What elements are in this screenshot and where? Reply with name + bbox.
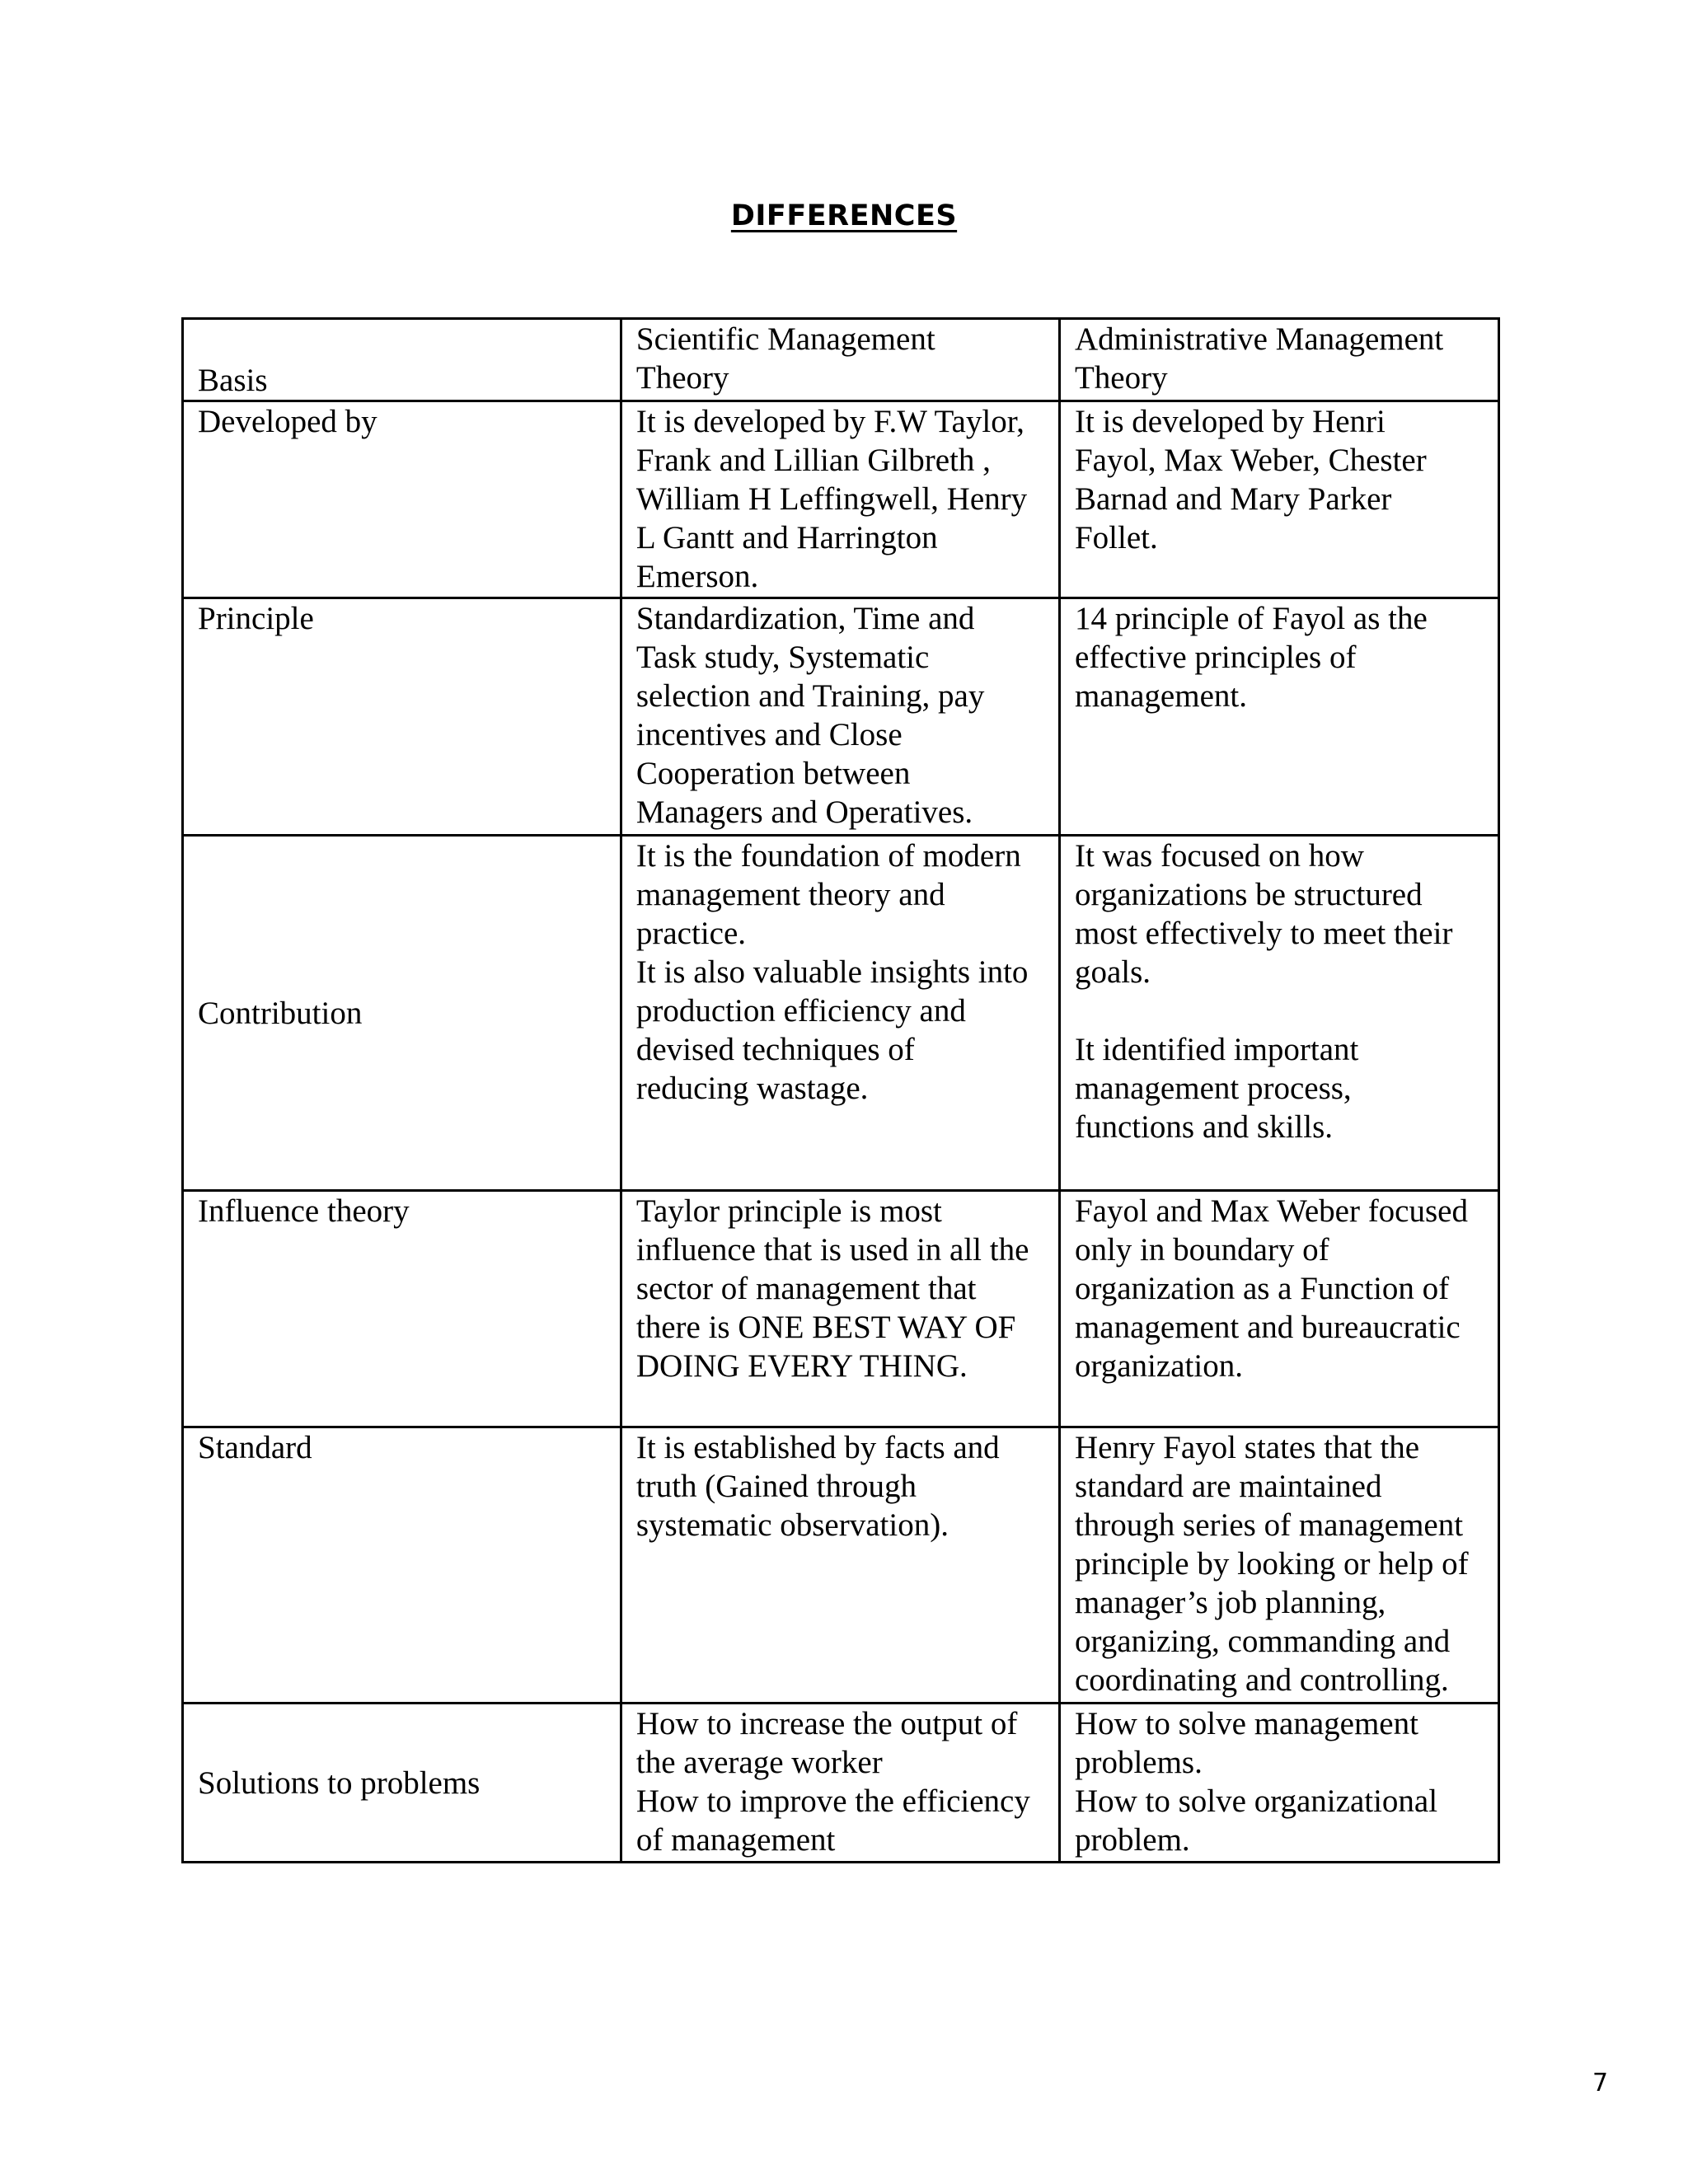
row-scientific: Taylor principle is most influence that is used in all the sector of management that there is ONE BEST WAY OF DOING EVERY THING. [635, 1193, 1029, 1384]
row-basis: Solutions to problems [198, 1765, 481, 1801]
header-administrative-cell [1059, 319, 1498, 401]
table-row [183, 1191, 1499, 1427]
page-title [0, 199, 1688, 232]
scientific-cell [621, 836, 1059, 1191]
row-administrative: Henry Fayol states that the standard are maintained through series of management principle by looking or help of manager’s job planning, organizing, commanding and coordinating and controlling. [1074, 1430, 1469, 1698]
header-scientific-cell [621, 319, 1059, 401]
table-row [183, 1427, 1499, 1704]
basis-cell [183, 1704, 621, 1863]
scientific-cell [621, 1191, 1059, 1427]
row-scientific: It is established by facts and truth (Gained through systematic observation). [635, 1430, 1000, 1543]
scientific-cell [621, 401, 1059, 598]
row-basis: Developed by [198, 404, 377, 439]
scientific-cell [621, 598, 1059, 836]
table-row [183, 401, 1499, 598]
administrative-cell [1059, 1191, 1498, 1427]
page-title-text: DIFFERENCES [730, 199, 958, 232]
administrative-cell [1059, 836, 1498, 1191]
row-scientific: It is developed by F.W Taylor, Frank and Lillian Gilbreth , William H Leffingwell, Henry L Gantt and Harrington Emerson. [635, 404, 1028, 594]
basis-cell [183, 401, 621, 598]
basis-cell [183, 836, 621, 1191]
header-basis: Basis [198, 363, 268, 398]
administrative-cell [1059, 1704, 1498, 1863]
basis-cell [183, 1427, 621, 1704]
differences-table [181, 317, 1500, 1863]
header-basis-cell [183, 319, 621, 401]
scientific-cell [621, 1704, 1059, 1863]
administrative-cell [1059, 598, 1498, 836]
header-scientific: Scientific Management Theory [635, 321, 935, 396]
row-basis: Principle [198, 601, 314, 636]
table-header-row [183, 319, 1499, 401]
header-administrative: Administrative Management Theory [1074, 321, 1444, 396]
basis-cell [183, 1191, 621, 1427]
page-number: 7 [1592, 2069, 1609, 2097]
row-administrative: Fayol and Max Weber focused only in boundary of organization as a Function of management and bureaucratic organization. [1074, 1193, 1468, 1384]
row-scientific: Standardization, Time and Task study, Systematic selection and Training, pay incentives and Close Cooperation between Managers and Operatives. [635, 601, 985, 830]
row-scientific: How to increase the output of the average worker How to improve the efficiency of management [635, 1706, 1030, 1858]
row-administrative: It is developed by Henri Fayol, Max Weber, Chester Barnad and Mary Parker Follet. [1074, 404, 1427, 555]
table-row [183, 1704, 1499, 1863]
administrative-cell [1059, 1427, 1498, 1704]
row-basis: Influence theory [198, 1193, 410, 1229]
basis-cell [183, 598, 621, 836]
table-row [183, 836, 1499, 1191]
table-row [183, 598, 1499, 836]
row-scientific: It is the foundation of modern management theory and practice. It is also valuable insights into production efficiency and devised techniques of reducing wastage. [635, 838, 1029, 1106]
row-administrative: How to solve management problems. How to solve organizational problem. [1074, 1706, 1438, 1858]
row-basis: Contribution [198, 995, 363, 1031]
administrative-cell [1059, 401, 1498, 598]
row-administrative: 14 principle of Fayol as the effective principles of management. [1074, 601, 1428, 714]
scientific-cell [621, 1427, 1059, 1704]
row-basis: Standard [198, 1430, 312, 1465]
row-administrative: It was focused on how organizations be structured most effectively to meet their goals. It identified important management process, functions and skills. [1074, 838, 1453, 1145]
